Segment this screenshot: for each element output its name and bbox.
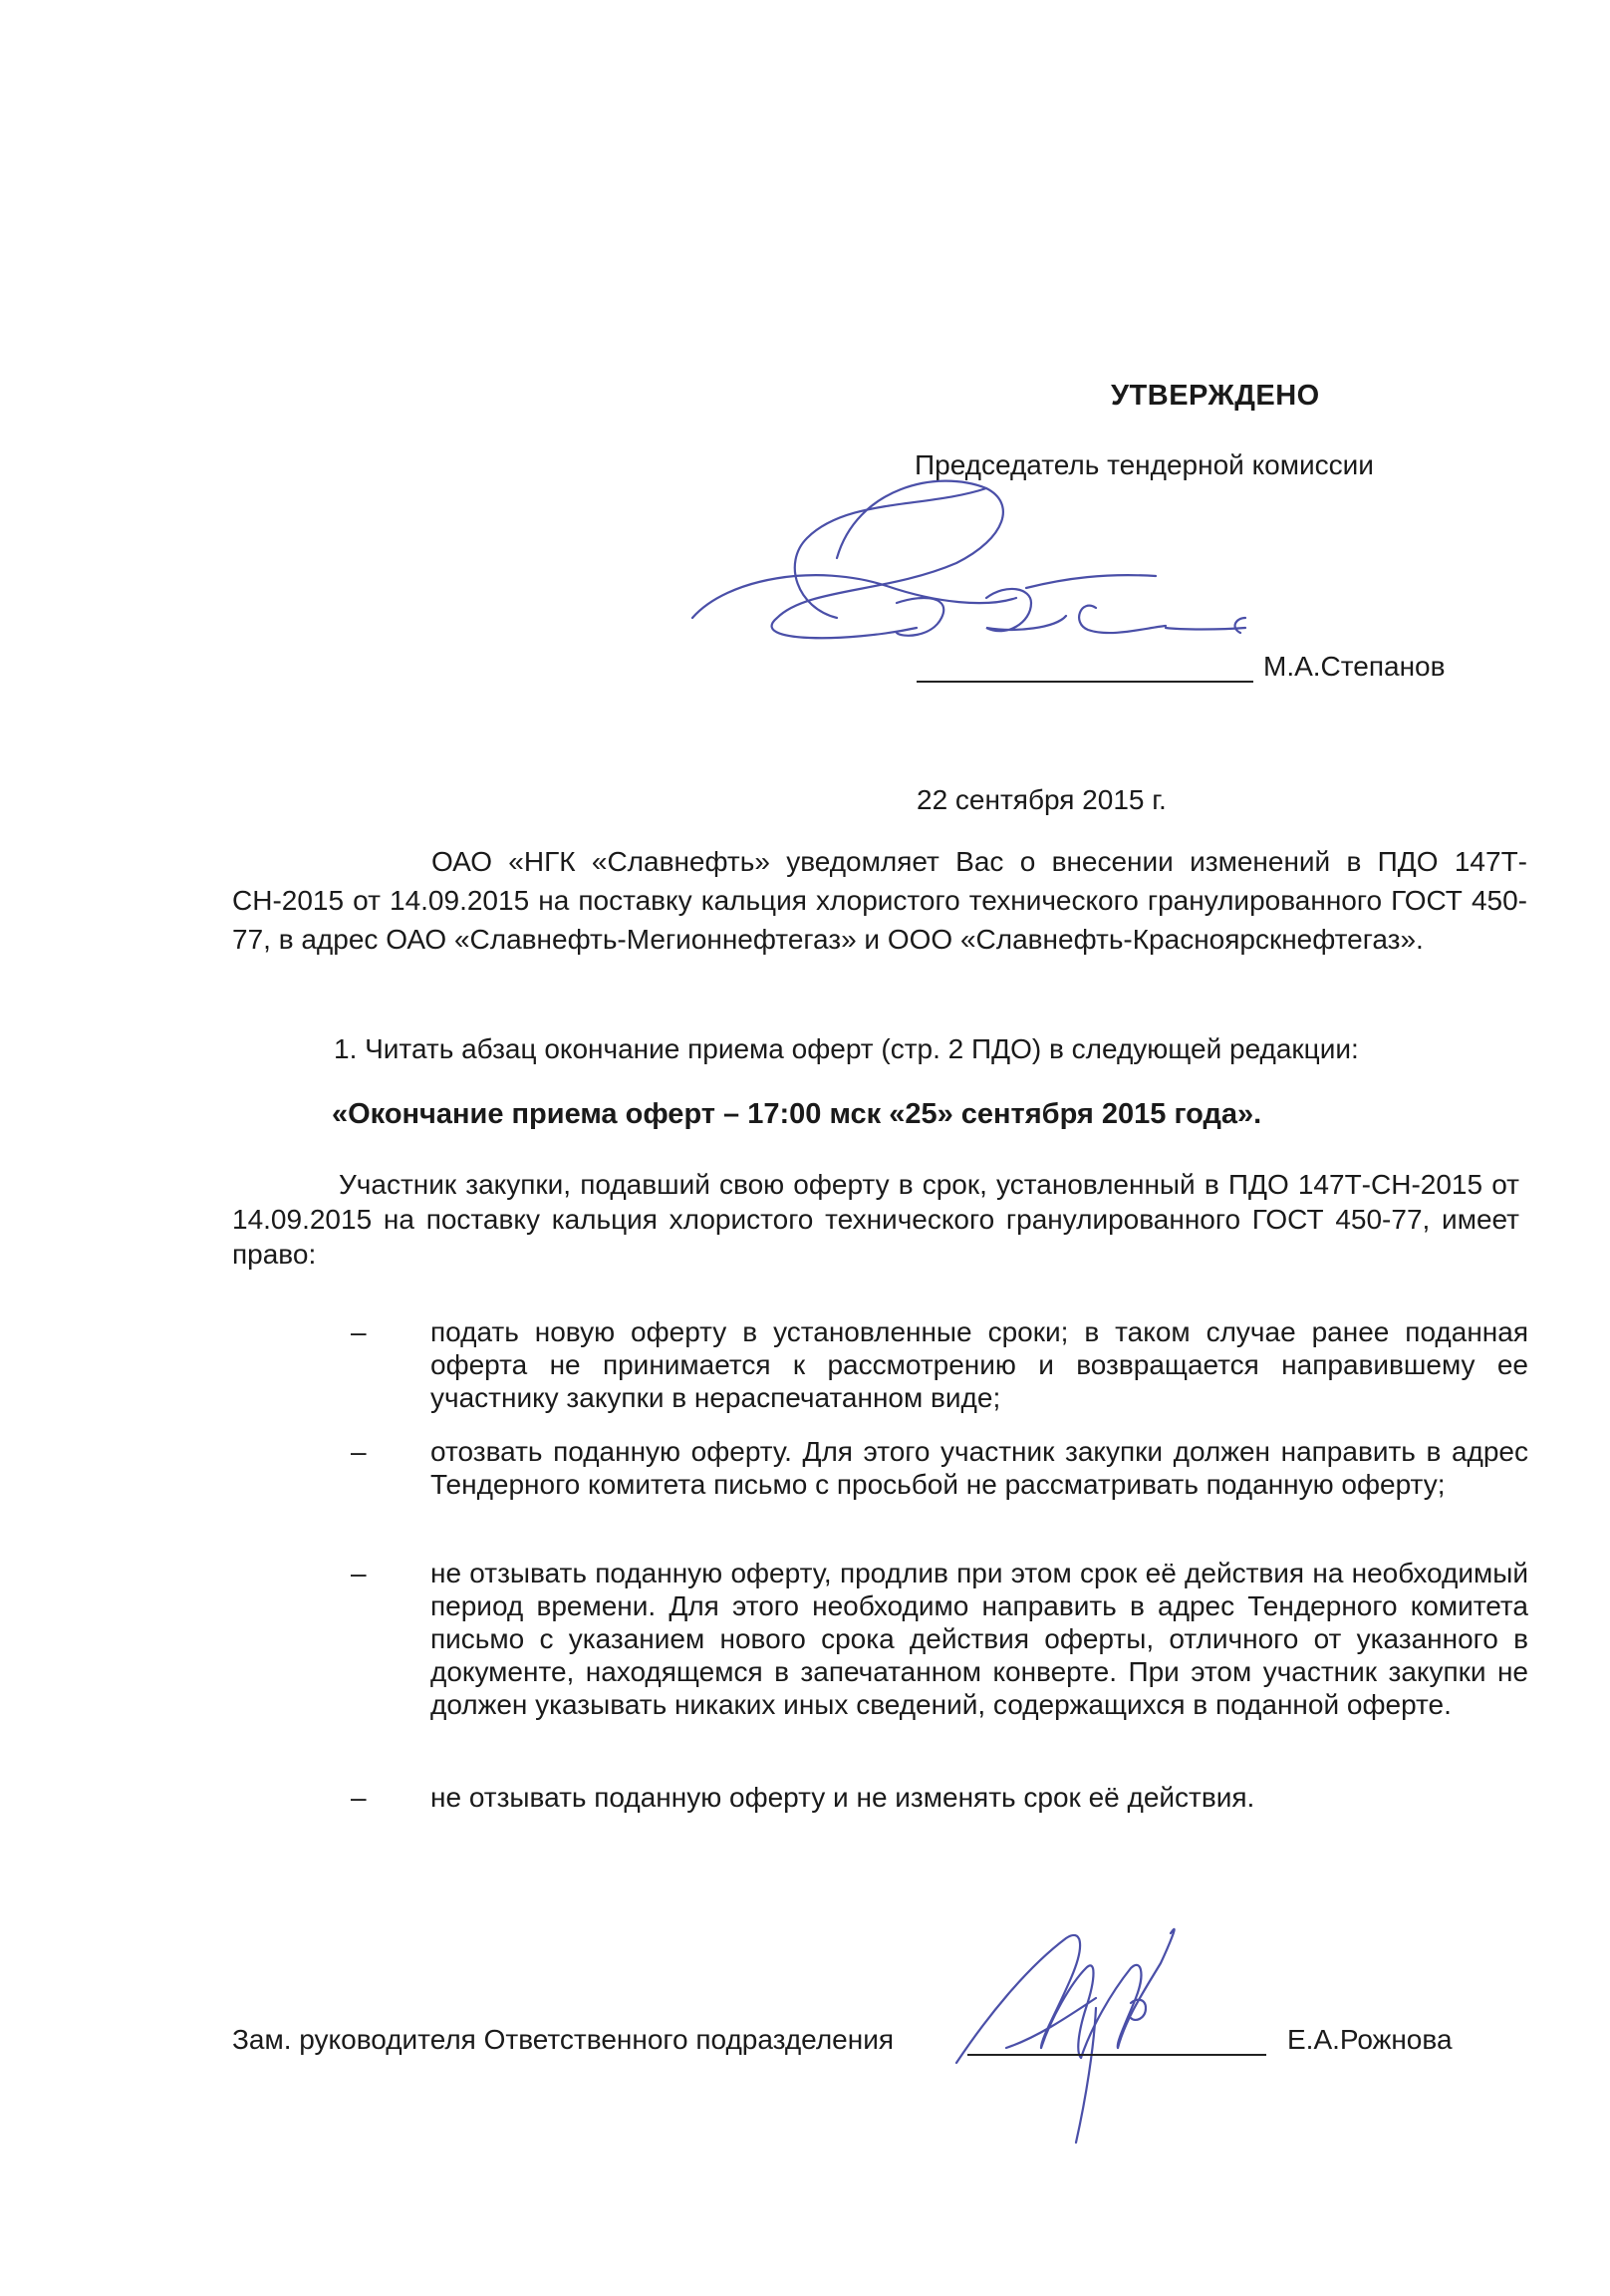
document-date: 22 сентября 2015 г. (917, 784, 1167, 815)
deputy-signature-line (967, 2054, 1266, 2056)
list-dash: – (351, 1436, 367, 1467)
list-dash: – (351, 1558, 367, 1588)
list-item-text: подать новую оферту в установленные сроки; в таком случае ранее поданная оферта не принимается к рассмотрению и возвращается направившему ее участнику закупки в нераспечатанном виде; (430, 1316, 1528, 1413)
item-1-text: 1. Читать абзац окончание приема оферт (стр. 2 ПДО) в следующей редакции: (334, 1033, 1359, 1064)
deadline-statement: «Окончание приема оферт – 17:00 мск «25» сентября 2015 года». (332, 1098, 1262, 1130)
deputy-signature-icon (946, 1898, 1206, 2148)
intro-paragraph: ОАО «НГК «Славнефть» уведомляет Вас о внесении изменений в ПДО 147Т-СН-2015 от 14.09.2015 на поставку кальция хлористого технического гранулированного ГОСТ 450-77, в адрес ОАО «Славнефть-Мегионнефтегаз» и ООО «Славнефть-Красноярскнефтегаз». (232, 846, 1527, 955)
footer-signer-name: Е.А.Рожнова (1287, 2024, 1453, 2055)
chairman-signature-line (917, 681, 1253, 683)
chairman-signature-icon (687, 468, 1285, 688)
approval-position: Председатель тендерной комиссии (915, 449, 1374, 480)
list-item-text: отозвать поданную оферту. Для этого участник закупки должен направить в адрес Тендерного комитета письмо с просьбой не рассматривать поданную оферту; (430, 1436, 1528, 1500)
list-dash: – (351, 1782, 367, 1813)
rights-paragraph: Участник закупки, подавший свою оферту в срок, установленный в ПДО 147Т-СН-2015 от 14.09.2015 на поставку кальция хлористого технического гранулированного ГОСТ 450-77, имеет право: (232, 1169, 1519, 1270)
list-dash: – (351, 1316, 367, 1347)
approval-heading: УТВЕРЖДЕНО (1111, 380, 1320, 412)
list-item-text: не отзывать поданную оферту, продлив при этом срок её действия на необходимый период времени. Для этого необходимо направить в адрес Тендерного комитета письмо с указанием нового срока действия оферты, отличного от указанного в документе, находящемся в запечатанном конверте. При этом участник закупки не должен указывать никаких иных сведений, содержащихся в поданной оферте. (430, 1558, 1528, 1720)
footer-position: Зам. руководителя Ответственного подразделения (232, 2024, 895, 2055)
list-item-text: не отзывать поданную оферту и не изменять срок её действия. (430, 1782, 1255, 1813)
approval-signer-name: М.А.Степанов (1263, 651, 1446, 682)
